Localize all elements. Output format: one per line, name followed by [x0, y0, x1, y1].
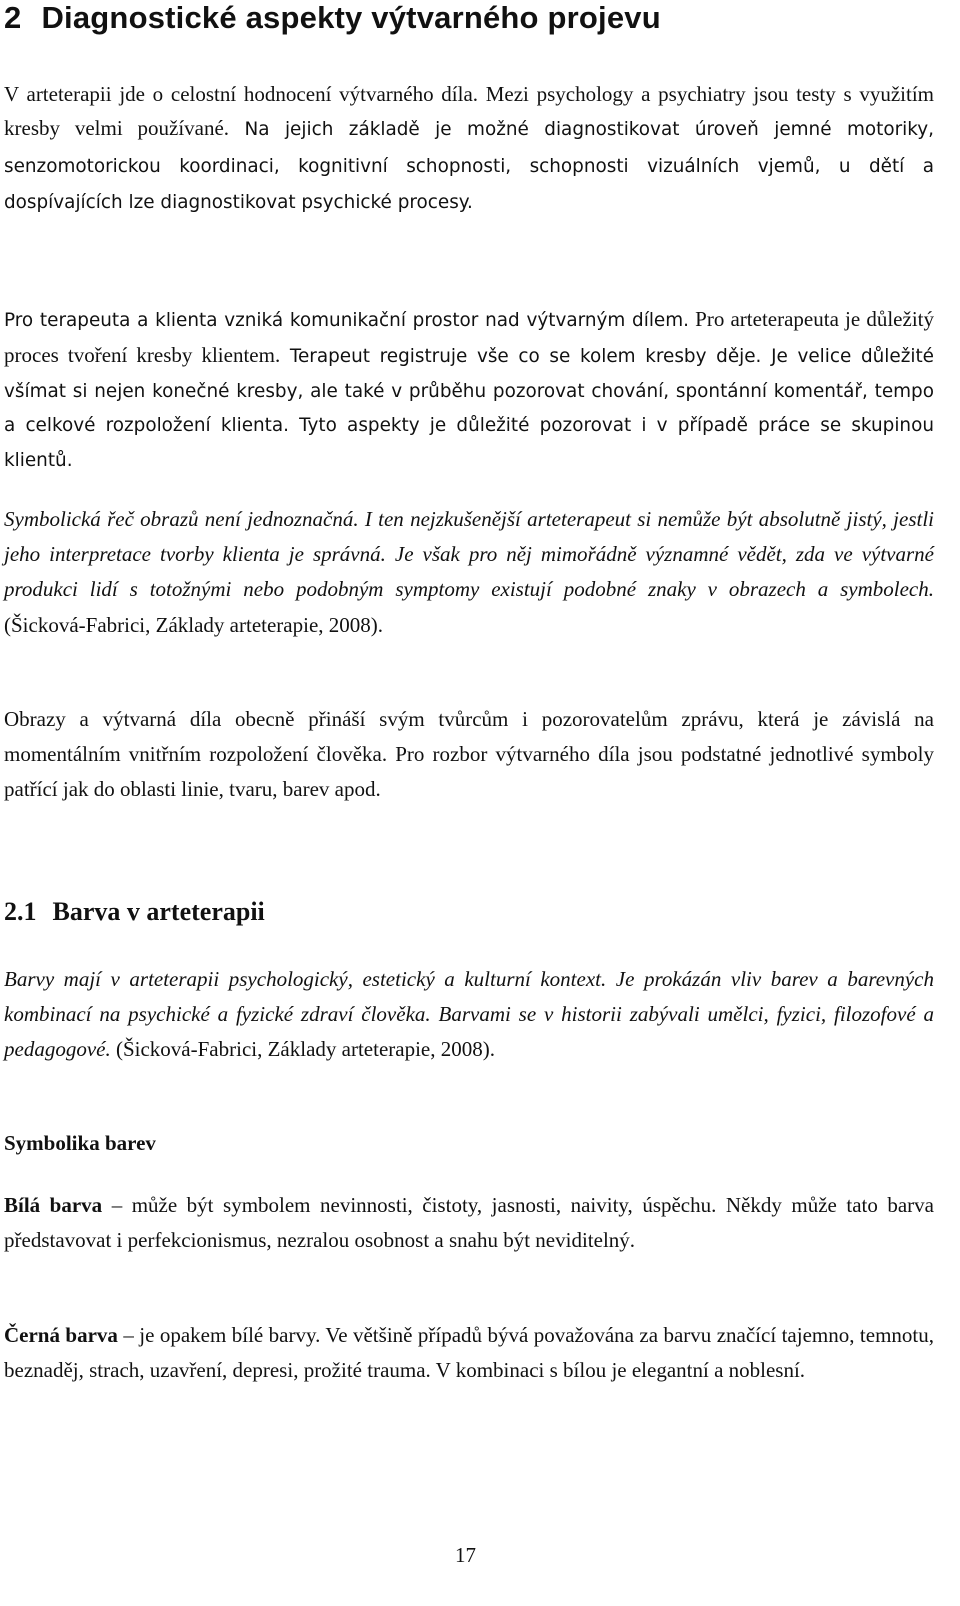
- black-color-description: – je opakem bílé barvy. Ve většině případů bývá považována za barvu značící tajemno, temnotu, beznaděj, strach, uzavření, depresi, prožité trauma. V kombinaci s bílou je elegantní a noblesní.: [4, 1323, 934, 1383]
- chapter-number: 2: [4, 0, 22, 35]
- paragraph-color-intro-citation: (Šicková-Fabrici, Základy arteterapie, 2008).: [110, 1037, 495, 1062]
- paragraph-intro-part1: V arteterapii jde o celostní hodnocení výtvarného díla. Mezi psychology a psychiatry jsou testy s využitím kresby velmi používané.: [4, 82, 934, 141]
- paragraph-artworks-text: Obrazy a výtvarná díla obecně přináší svým tvůrcům i pozorovatelům zprávu, která je závislá na momentálním vnitřním rozpoložení člověka. Pro rozbor výtvarného díla jsou podstatné jednotlivé symboly patřící jak do oblasti linie, tvaru, barev apod.: [4, 707, 934, 802]
- chapter-heading: [4, 0, 661, 36]
- paragraph-intro-part2: Na jejich základě je možné diagnostikovat úroveň jemné motoriky, senzomotorickou koordinaci, kognitivní schopnosti, schopnosti vizuálních vjemů, u dětí a dospívajících lze diagnostikovat psychické procesy.: [4, 119, 934, 214]
- paragraph-intro: [4, 77, 934, 221]
- white-color-term: Bílá barva: [4, 1193, 103, 1217]
- paragraph-color-intro-text: Barvy mají v arteterapii psychologický, estetický a kulturní kontext. Je prokázán vliv barev a barevných kombinací na psychické a fyzické zdraví člověka. Barvami se v historii zabývali umělci, fyzici, filozofové a pedagogové.: [4, 967, 934, 1062]
- paragraph-symbolic-part2: my existují podobné znaky v obrazech a symbolech.: [454, 577, 934, 602]
- paragraph-artworks: [4, 702, 934, 808]
- paragraph-symbolic-citation: (Šicková-Fabrici, Základy arteterapie, 2008).: [4, 612, 384, 637]
- black-color-term: Černá barva: [4, 1323, 118, 1347]
- paragraph-white-color: [4, 1188, 934, 1258]
- paragraph-symbolic-part1: Symbolická řeč obrazů není jednoznačná. I ten nejzkušenější arteterapeut si nemůže být absolutně jistý, jestli jeho interpretace tvorby klienta je správná. Je však pro něj mimořádně významné vědět, zda ve výtvarné produkci lidí s totožnými nebo podobným sympto: [4, 507, 934, 602]
- section-title: Barva v arteterapii: [52, 897, 265, 926]
- chapter-title: Diagnostické aspekty výtvarného projevu: [41, 0, 661, 35]
- section-heading: [4, 897, 265, 927]
- paragraph-symbolic-speech: [4, 502, 934, 643]
- paragraph-black-color: [4, 1318, 934, 1388]
- paragraph-communication-part4: Je velice důležité všímat si nejen konečné kresby, ale také v průběhu pozorovat chování, spontánní komentář, tempo a celkové rozpoložení klienta. Tyto aspekty je důležité pozorovat i v případě práce se skupinou klientů.: [4, 346, 935, 471]
- paragraph-communication-part1: Pro terapeuta a klienta vzniká komunikační prostor nad výtvarným dílem.: [4, 310, 689, 331]
- white-color-description: – může být symbolem nevinnosti, čistoty, jasnosti, naivity, úspěchu. Někdy může tato barva představovat i perfekcionismus, nezralou osobnost a snahu být neviditelný.: [4, 1193, 934, 1253]
- paragraph-communication-part2: Pro arteterapeuta je důležitý proces tvoření kresby klientem.: [4, 307, 934, 368]
- paragraph-communication: [4, 302, 934, 478]
- paragraph-color-intro: [4, 962, 934, 1068]
- page-number: 17: [455, 1543, 476, 1567]
- paragraph-communication-part3: Terapeut registruje vše co se kolem kresby děje.: [280, 346, 762, 368]
- section-number: 2.1: [4, 897, 37, 926]
- symbolika-heading: Symbolika barev: [4, 1131, 156, 1155]
